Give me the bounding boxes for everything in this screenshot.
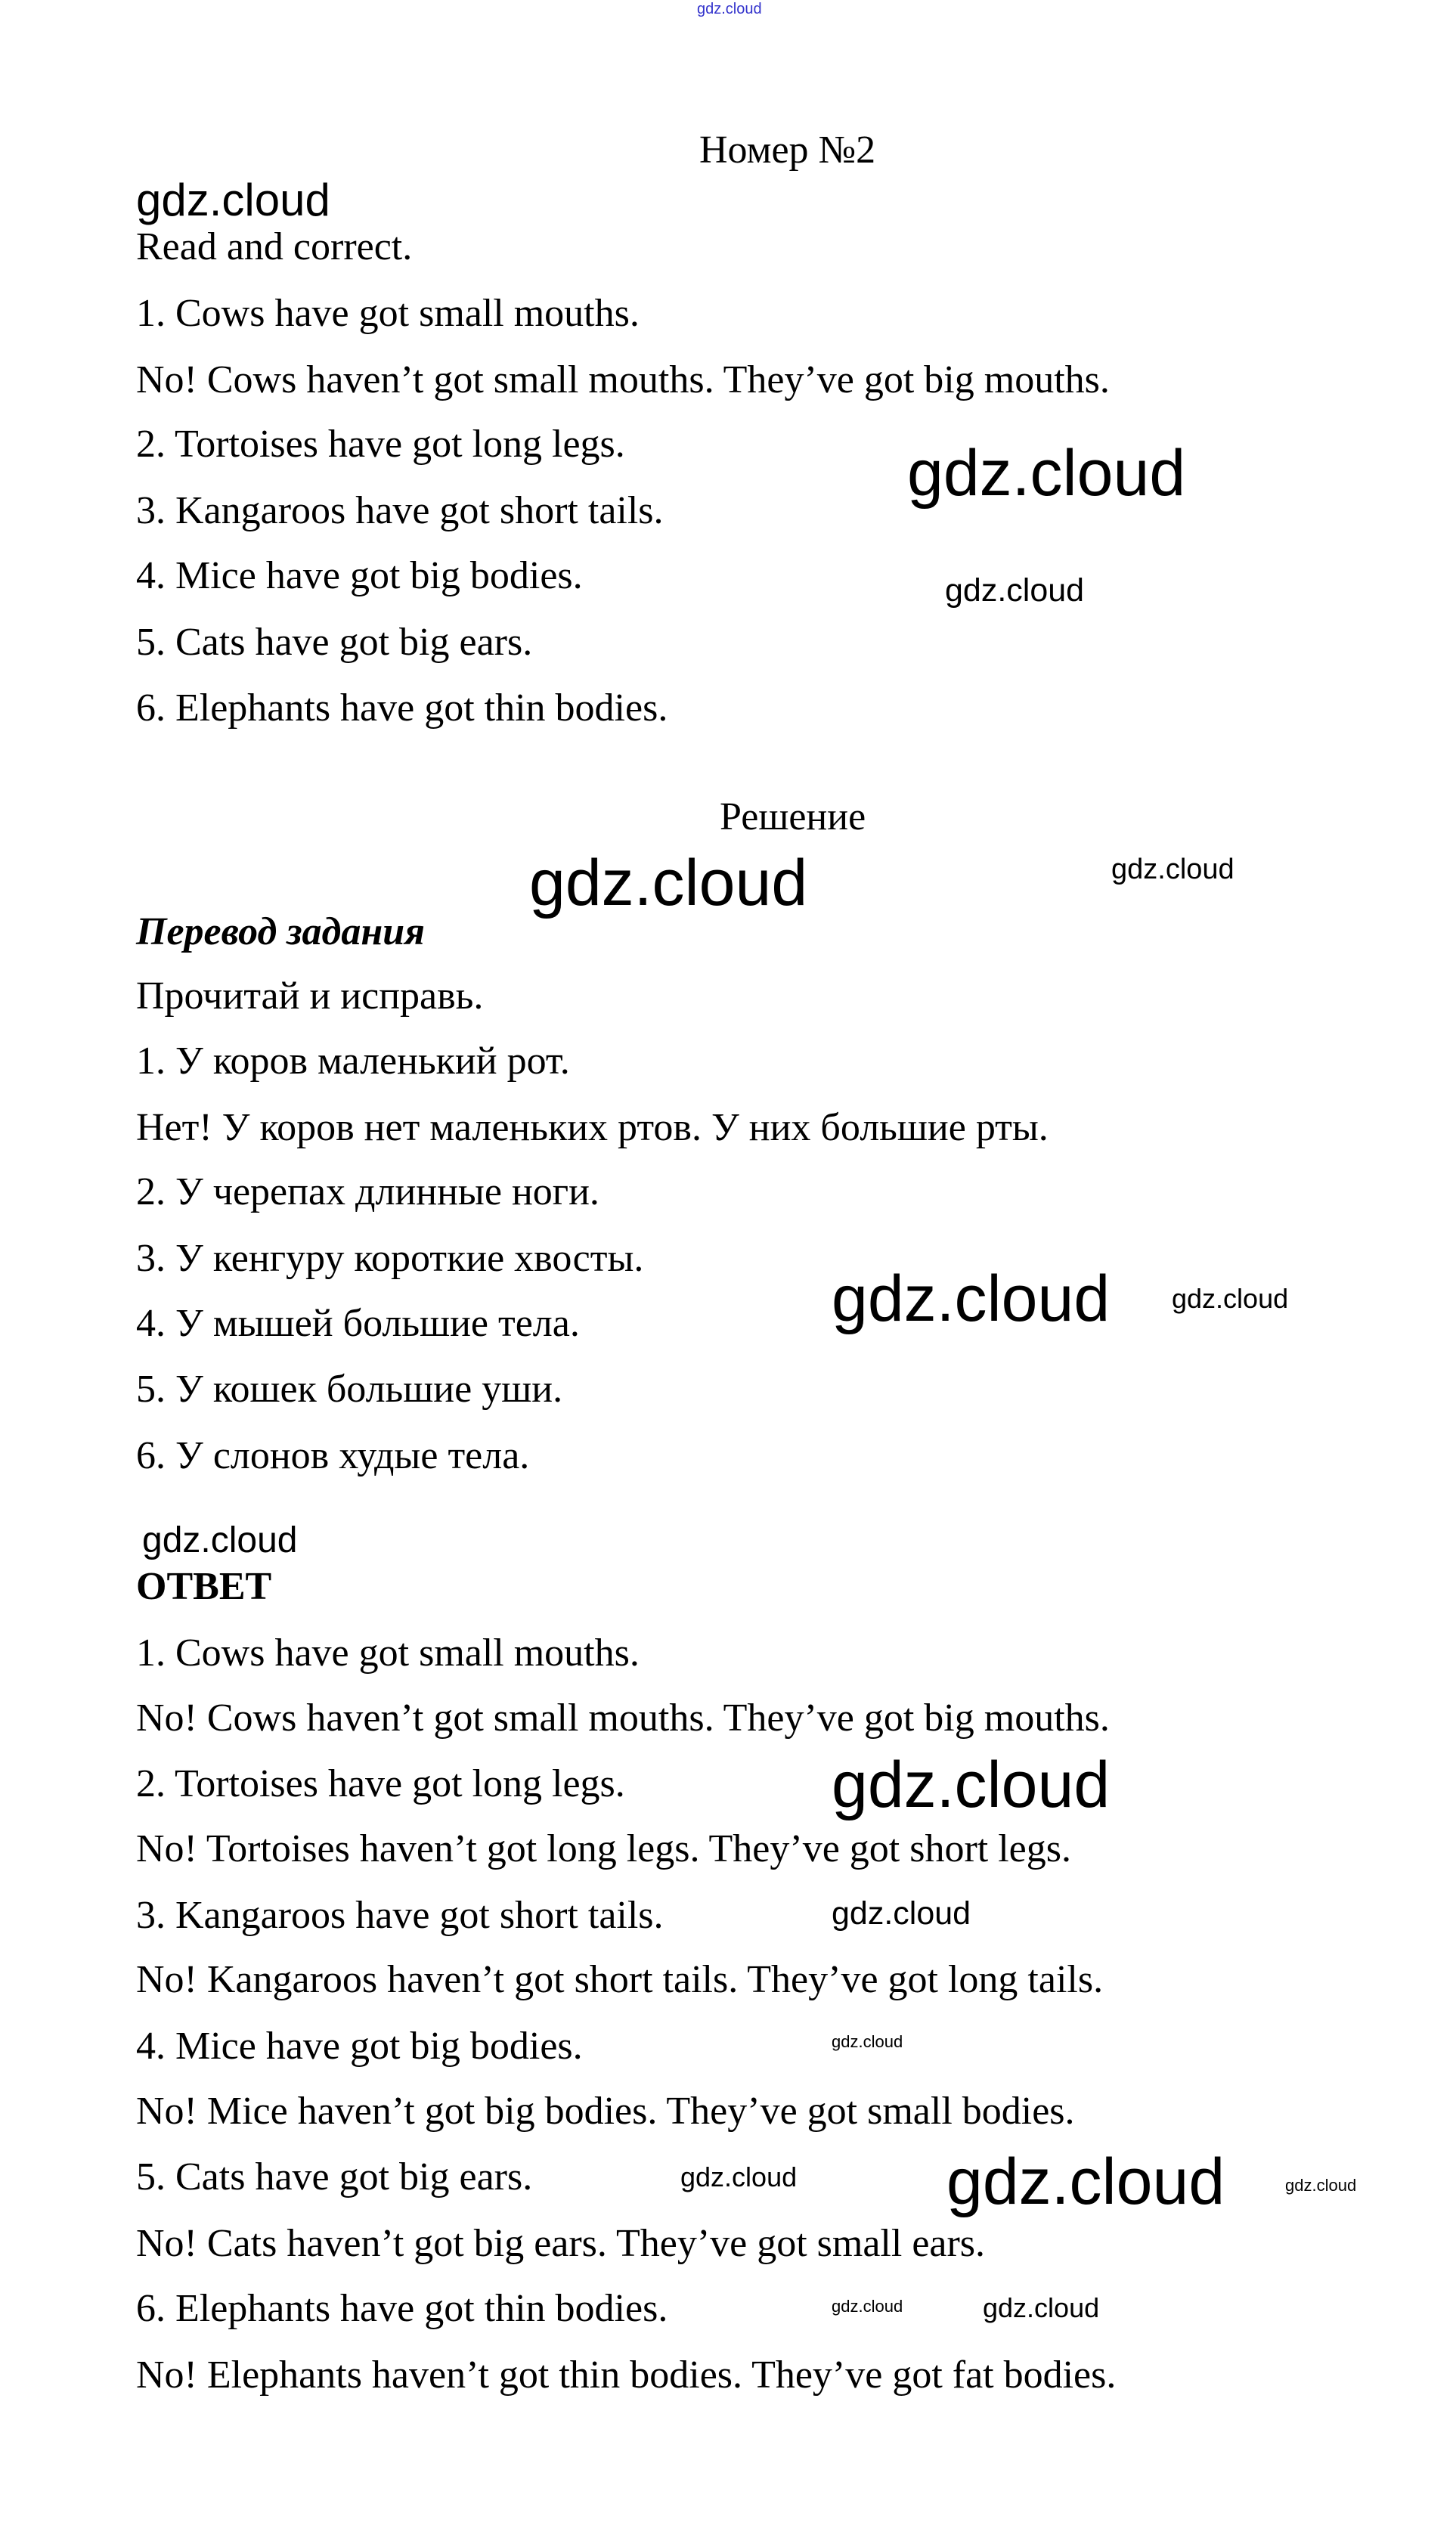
task-line: 4. Mice have got big bodies. — [136, 554, 583, 597]
task-line: No! Cows haven’t got small mouths. They’ve got big mouths. — [136, 358, 1110, 401]
translation-line: 3. У кенгуру короткие хвосты. — [136, 1237, 644, 1280]
translation-line: 6. У слонов худые тела. — [136, 1434, 530, 1477]
translation-line: 1. У коров маленький рот. — [136, 1040, 570, 1083]
watermark: gdz.cloud — [1111, 854, 1235, 885]
answer-line: No! Kangaroos haven’t got short tails. They’ve got long tails. — [136, 1958, 1104, 2001]
watermark: gdz.cloud — [529, 847, 808, 919]
task-line: 3. Kangaroos have got short tails. — [136, 489, 664, 532]
watermark: gdz.cloud — [832, 1749, 1111, 1821]
answer-heading: ОТВЕТ — [136, 1565, 272, 1608]
task-line: 1. Cows have got small mouths. — [136, 292, 640, 335]
translation-line: 4. У мышей большие тела. — [136, 1302, 580, 1345]
task-line: 6. Elephants have got thin bodies. — [136, 686, 668, 730]
watermark: gdz.cloud — [832, 1895, 971, 1932]
header-watermark[interactable]: gdz.cloud — [697, 1, 762, 17]
answer-line: 5. Cats have got big ears. — [136, 2155, 533, 2198]
watermark: gdz.cloud — [832, 2297, 903, 2316]
watermark: gdz.cloud — [832, 1263, 1111, 1335]
translation-heading: Перевод задания — [136, 910, 425, 953]
solution-heading: Решение — [720, 795, 866, 838]
watermark: gdz.cloud — [946, 2146, 1225, 2218]
watermark: gdz.cloud — [136, 175, 330, 225]
translation-line: 5. У кошек большие уши. — [136, 1368, 563, 1411]
watermark: gdz.cloud — [907, 437, 1186, 510]
translation-line: Нет! У коров нет маленьких ртов. У них большие рты. — [136, 1106, 1049, 1149]
answer-line: 1. Cows have got small mouths. — [136, 1631, 640, 1675]
translation-line: 2. У черепах длинные ноги. — [136, 1170, 599, 1213]
watermark: gdz.cloud — [983, 2292, 1100, 2323]
answer-line: 6. Elephants have got thin bodies. — [136, 2287, 668, 2330]
watermark: gdz.cloud — [1285, 2176, 1357, 2195]
task-line: 2. Tortoises have got long legs. — [136, 423, 625, 466]
watermark: gdz.cloud — [680, 2161, 798, 2192]
watermark: gdz.cloud — [1172, 1283, 1289, 1314]
page-title: Номер №2 — [699, 129, 876, 172]
answer-line: No! Mice haven’t got big bodies. They’ve got small bodies. — [136, 2090, 1075, 2133]
task-instruction: Read and correct. — [136, 225, 413, 268]
watermark: gdz.cloud — [832, 2032, 903, 2051]
answer-line: No! Elephants haven’t got thin bodies. They’ve got fat bodies. — [136, 2353, 1117, 2397]
answer-line: 2. Tortoises have got long legs. — [136, 1762, 625, 1805]
answer-line: 4. Mice have got big bodies. — [136, 2025, 583, 2068]
answer-line: No! Tortoises haven’t got long legs. They’ve got short legs. — [136, 1827, 1071, 1870]
translation-instruction: Прочитай и исправь. — [136, 975, 484, 1018]
watermark: gdz.cloud — [142, 1520, 298, 1560]
answer-line: No! Cats haven’t got big ears. They’ve got small ears. — [136, 2222, 986, 2265]
answer-line: No! Cows haven’t got small mouths. They’ve got big mouths. — [136, 1697, 1110, 1740]
answer-line: 3. Kangaroos have got short tails. — [136, 1894, 664, 1937]
task-line: 5. Cats have got big ears. — [136, 621, 533, 664]
watermark: gdz.cloud — [945, 572, 1085, 609]
